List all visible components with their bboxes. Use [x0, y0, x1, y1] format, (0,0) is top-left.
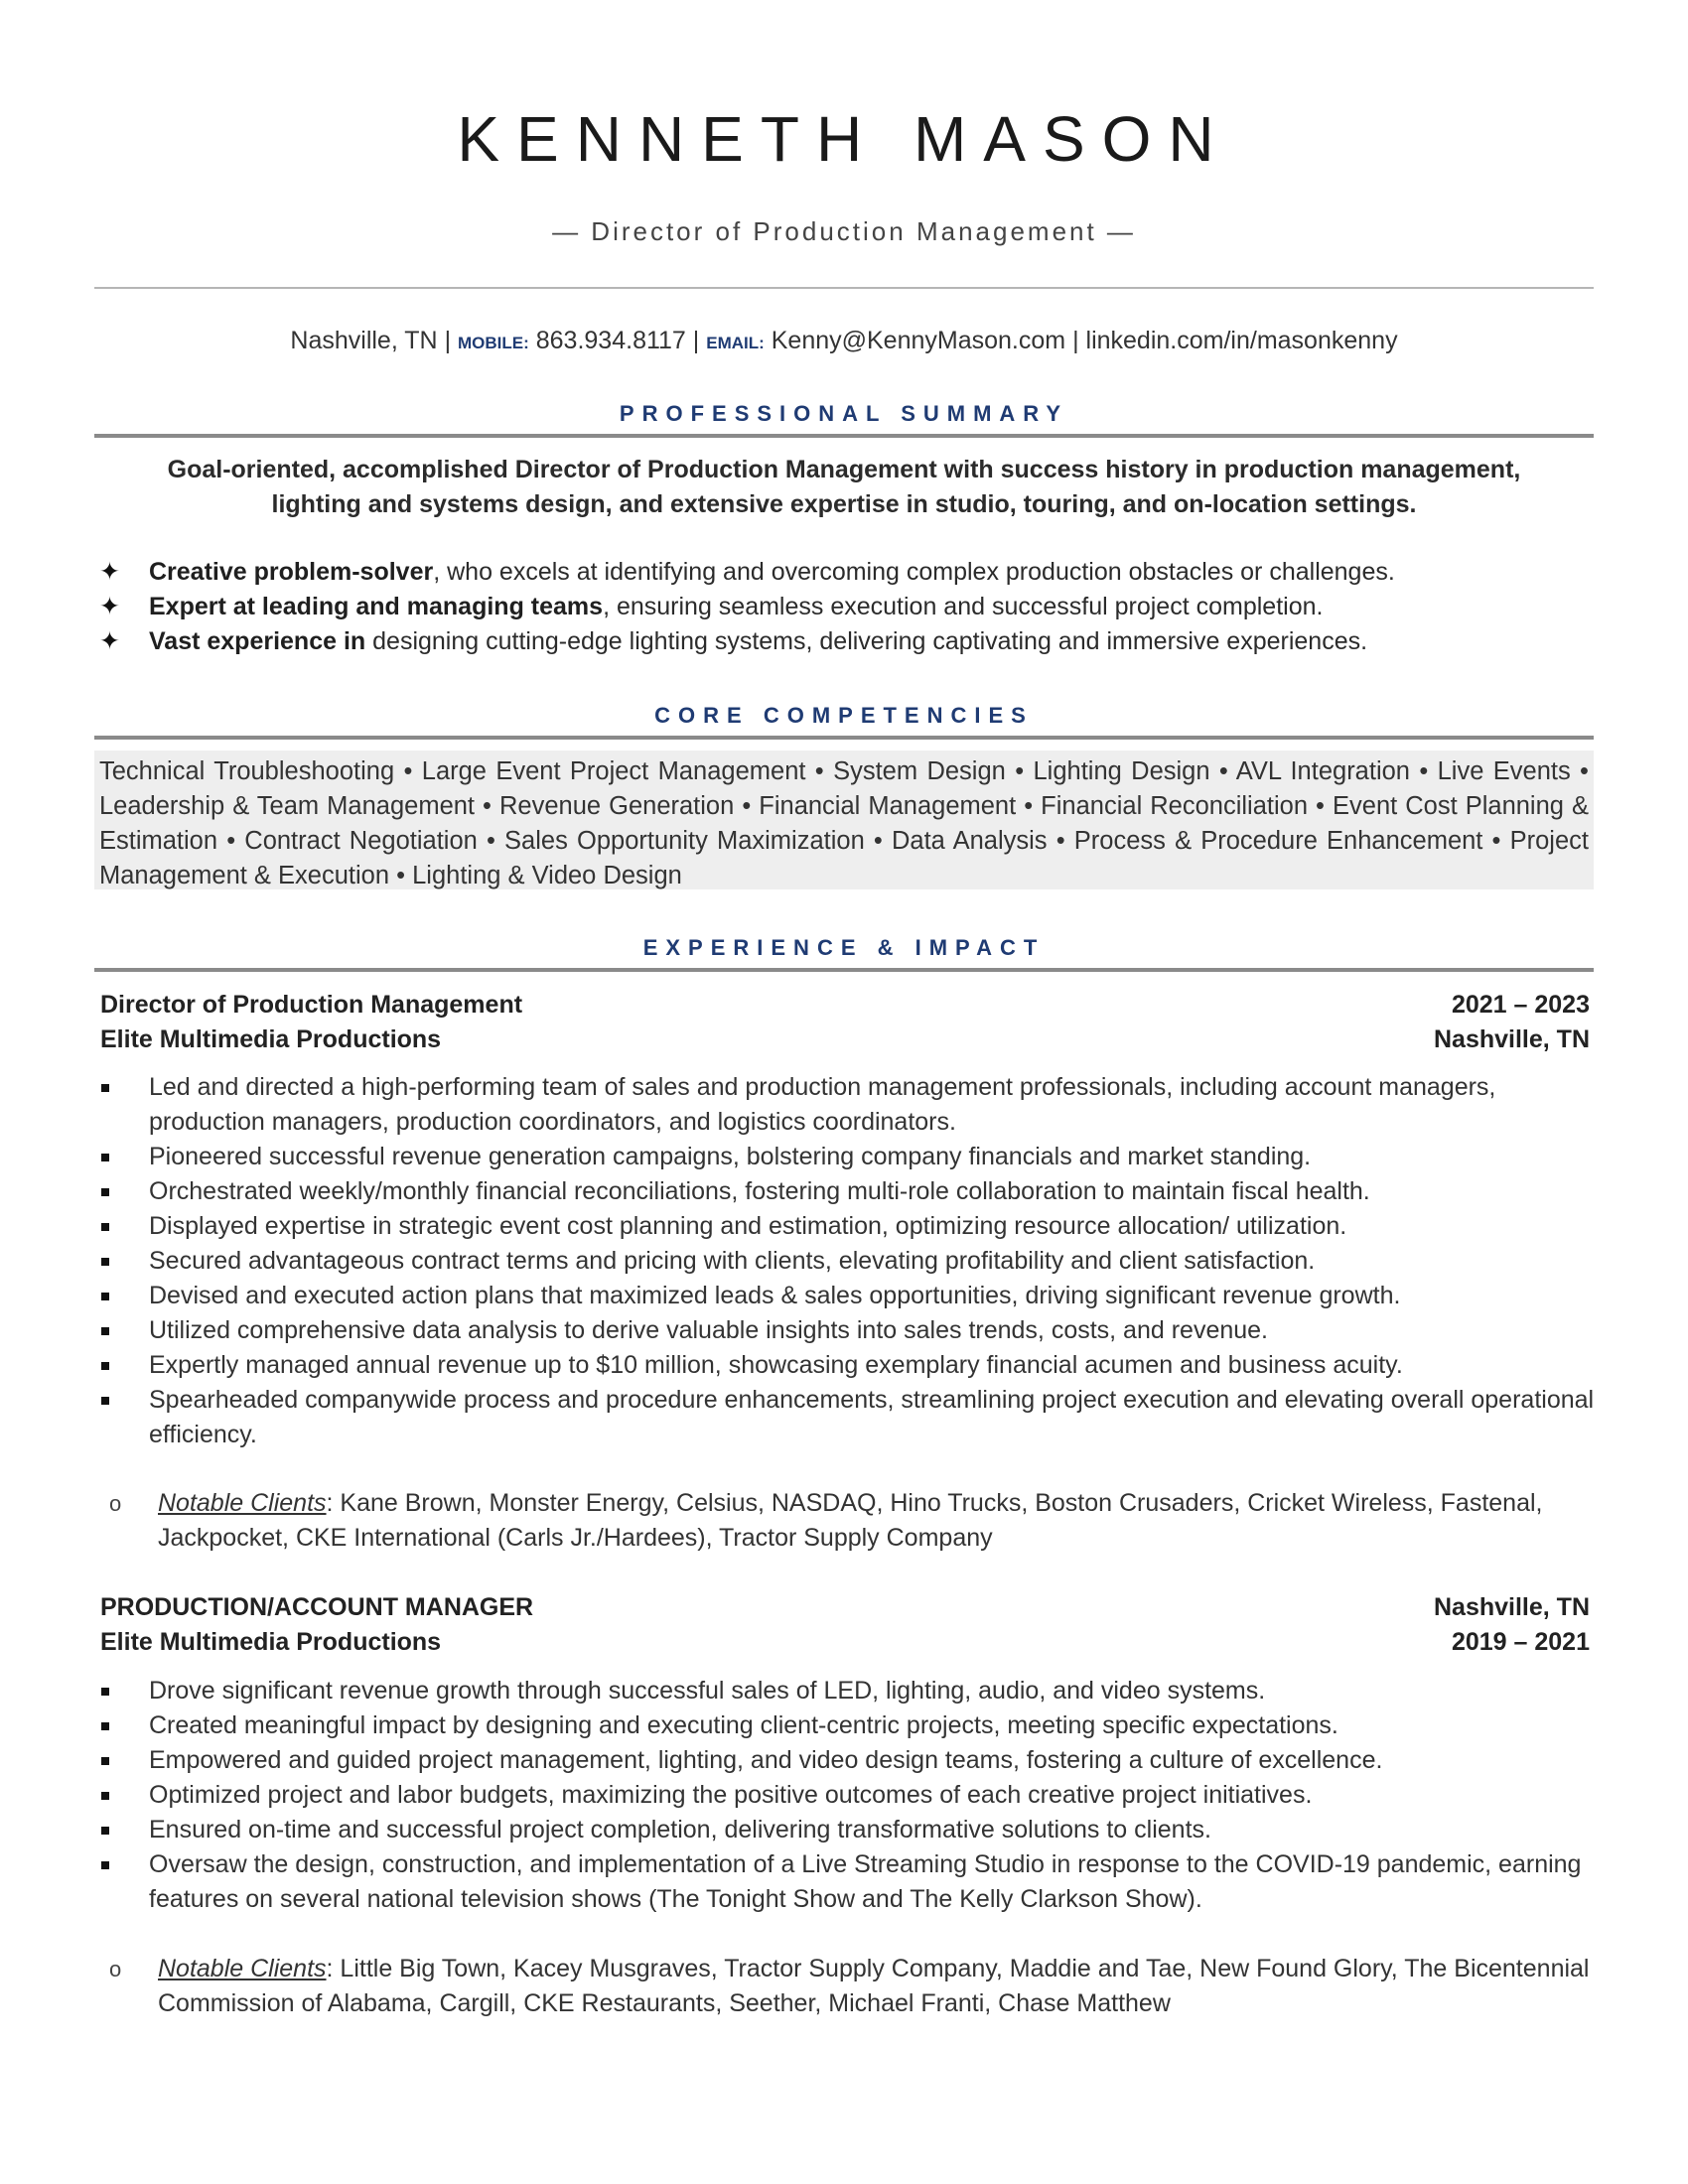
- job-title-row: [100, 1590, 1590, 1625]
- bullet-text: Ensured on-time and successful project completion, delivering transformative solutions to clients.: [149, 1816, 1211, 1843]
- contact-separator: |: [444, 327, 452, 354]
- list-item: [99, 1813, 1599, 1847]
- summary-line: lighting and systems design, and extensive expertise in studio, touring, and on-location settings.: [271, 490, 1417, 518]
- bullet-icon: [101, 1223, 109, 1231]
- bullet-icon: [101, 1827, 109, 1835]
- bullet-icon: [101, 1757, 109, 1765]
- section-title-competencies: CORE COMPETENCIES: [654, 703, 1034, 728]
- bullet-text: Empowered and guided project management, lighting, and video design teams, fostering a culture of excellence.: [149, 1746, 1383, 1774]
- list-item: [99, 1674, 1599, 1708]
- job-company-row: [100, 1023, 1590, 1057]
- bullet-text: Expertly managed annual revenue up to $10 million, showcasing exemplary financial acumen and business acuity.: [149, 1351, 1403, 1379]
- bullet-icon: [101, 1397, 109, 1405]
- circle-bullet-icon: o: [109, 1957, 122, 1981]
- job-location: Nashville, TN: [1434, 1593, 1590, 1621]
- notable-clients: [99, 1486, 1599, 1556]
- highlight-list: [99, 555, 1599, 659]
- list-item: [99, 1847, 1599, 1917]
- highlight-item: [99, 624, 1599, 659]
- job-company: Elite Multimedia Productions: [100, 1628, 442, 1656]
- list-item: [99, 1348, 1599, 1383]
- bullet-text: Created meaningful impact by designing and executing client-centric projects, meeting specific expectations.: [149, 1711, 1338, 1739]
- job-title: Director of Production Management: [100, 991, 523, 1019]
- contact-email[interactable]: Kenny@KennyMason.com: [771, 327, 1066, 354]
- bullet-icon: [101, 1154, 109, 1161]
- job-title: PRODUCTION/ACCOUNT MANAGER: [100, 1593, 534, 1621]
- job-bullets: [99, 1674, 1599, 1917]
- job-bullets: [99, 1070, 1599, 1452]
- contact-linkedin[interactable]: linkedin.com/in/masonkenny: [1085, 327, 1398, 354]
- list-item: [99, 1708, 1599, 1743]
- bullet-text: Secured advantageous contract terms and pricing with clients, elevating profitability and client satisfaction.: [149, 1247, 1316, 1275]
- highlight-text: , who excels at identifying and overcoming complex production obstacles or challenges.: [433, 558, 1395, 586]
- highlight-item: [99, 555, 1599, 590]
- bullet-icon: [101, 1362, 109, 1370]
- contact-separator: |: [692, 327, 700, 354]
- highlight-item: [99, 590, 1599, 624]
- bullet-icon: [101, 1688, 109, 1696]
- candidate-role: — Director of Production Management —: [552, 216, 1136, 246]
- list-item: [99, 1070, 1599, 1140]
- list-item: [99, 1279, 1599, 1313]
- bullet-text: Optimized project and labor budgets, maximizing the positive outcomes of each creative project initiatives.: [149, 1781, 1313, 1809]
- bullet-text: Utilized comprehensive data analysis to derive valuable insights into sales trends, costs, and revenue.: [149, 1316, 1269, 1344]
- summary-statement: [94, 453, 1594, 522]
- list-item: [99, 1313, 1599, 1348]
- list-item: [99, 1140, 1599, 1174]
- job-title-row: [100, 988, 1590, 1023]
- contact-location: Nashville, TN: [290, 327, 438, 354]
- list-item: [99, 1174, 1599, 1209]
- bullet-text: Devised and executed action plans that maximized leads & sales opportunities, driving significant revenue growth.: [149, 1282, 1401, 1309]
- clients-list: : Little Big Town, Kacey Musgraves, Tractor Supply Company, Maddie and Tae, New Found Glory, The Bicentennial Commission of Alabama, Cargill, CKE Restaurants, Seether, Michael Franti, Chase Matthew: [158, 1955, 1590, 2017]
- highlight-text: , ensuring seamless execution and successful project completion.: [603, 593, 1324, 620]
- competencies-text: Technical Troubleshooting • Large Event Project Management • System Design • Lighting Design • AVL Integration • Live Events • Leadership & Team Management • Revenue Generation • Financial Management • Financial Reconciliation • Event Cost Planning & Estimation • Contract Negotiation • Sales Opportunity Maximization • Data Analysis • Process & Procedure Enhancement • Project Management & Execution • Lighting & Video Design: [99, 757, 1589, 889]
- highlight-text: designing cutting-edge lighting systems, delivering captivating and immersive experiences.: [365, 627, 1368, 655]
- job-dates: 2021 – 2023: [1451, 991, 1590, 1019]
- job-location: Nashville, TN: [1434, 1025, 1590, 1053]
- bullet-text: Pioneered successful revenue generation campaigns, bolstering company financials and market standing.: [149, 1143, 1312, 1170]
- bullet-text: Drove significant revenue growth through successful sales of LED, lighting, audio, and video systems.: [149, 1677, 1266, 1705]
- competencies-box: [94, 751, 1594, 889]
- list-item: [99, 1743, 1599, 1778]
- bullet-icon: [101, 1792, 109, 1800]
- contact-separator: |: [1072, 327, 1079, 354]
- bullet-icon: [101, 1327, 109, 1335]
- section-divider: [94, 736, 1594, 740]
- section-title-experience: EXPERIENCE & IMPACT: [642, 935, 1046, 960]
- contact-mobile[interactable]: 863.934.8117: [535, 327, 686, 354]
- bullet-icon: [101, 1861, 109, 1869]
- list-item: [99, 1778, 1599, 1813]
- bullet-text: Spearheaded companywide process and procedure enhancements, streamlining project execution and elevating overall operational efficiency.: [149, 1386, 1595, 1448]
- notable-clients: [99, 1952, 1599, 2021]
- contact-line: [0, 324, 1688, 360]
- bullet-icon: [101, 1722, 109, 1730]
- mobile-label: MOBILE:: [458, 334, 529, 352]
- list-item: [99, 1209, 1599, 1244]
- section-title-summary: PROFESSIONAL SUMMARY: [619, 401, 1069, 426]
- star-icon: ✦: [99, 593, 120, 620]
- highlight-bold: Creative problem-solver: [149, 558, 434, 586]
- section-divider: [94, 968, 1594, 972]
- bullet-icon: [101, 1258, 109, 1266]
- summary-line: Goal-oriented, accomplished Director of Production Management with success history in production management,: [167, 456, 1521, 483]
- list-item: [99, 1383, 1599, 1452]
- highlight-bold: Vast experience in: [149, 627, 366, 655]
- candidate-name: KENNETH MASON: [457, 103, 1231, 175]
- bullet-text: Led and directed a high-performing team of sales and production management professionals, including account managers, production managers, production coordinators, and logistics coordinators.: [149, 1073, 1496, 1136]
- job-dates: 2019 – 2021: [1451, 1628, 1590, 1656]
- list-item: [99, 1244, 1599, 1279]
- clients-list: : Kane Brown, Monster Energy, Celsius, NASDAQ, Hino Trucks, Boston Crusaders, Cricket Wireless, Fastenal, Jackpocket, CKE International (Carls Jr./Hardees), Tractor Supply Company: [158, 1489, 1543, 1552]
- bullet-icon: [101, 1084, 109, 1092]
- job-company: Elite Multimedia Productions: [100, 1025, 442, 1053]
- job-company-row: [100, 1625, 1590, 1660]
- bullet-text: Orchestrated weekly/monthly financial reconciliations, fostering multi-role collaboration to maintain fiscal health.: [149, 1177, 1370, 1205]
- clients-label: Notable Clients: [158, 1489, 327, 1517]
- highlight-bold: Expert at leading and managing teams: [149, 593, 604, 620]
- star-icon: ✦: [99, 627, 120, 655]
- section-divider: [94, 434, 1594, 438]
- bullet-text: Displayed expertise in strategic event cost planning and estimation, optimizing resource allocation/ utilization.: [149, 1212, 1347, 1240]
- bullet-text: Oversaw the design, construction, and implementation of a Live Streaming Studio in response to the COVID-19 pandemic, earning features on several national television shows (The Tonight Show and The Kelly Clarkson Show).: [149, 1850, 1582, 1913]
- bullet-icon: [101, 1293, 109, 1300]
- star-icon: ✦: [99, 558, 120, 586]
- header-divider: [94, 287, 1594, 289]
- clients-label: Notable Clients: [158, 1955, 327, 1982]
- circle-bullet-icon: o: [109, 1491, 122, 1516]
- email-label: EMAIL:: [706, 334, 765, 352]
- bullet-icon: [101, 1188, 109, 1196]
